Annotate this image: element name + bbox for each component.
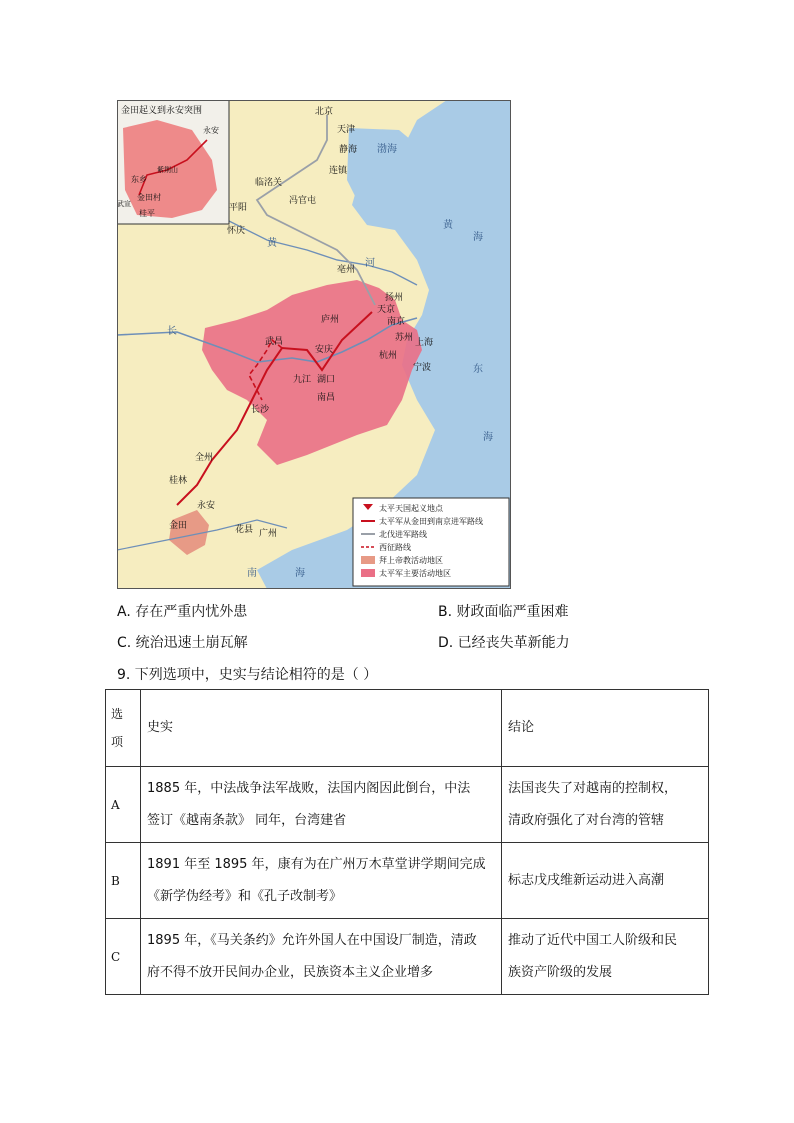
label-linqing: 临洺关: [255, 178, 283, 188]
label-yangzhou: 扬州: [385, 293, 404, 303]
header-conclusion: 结论: [502, 690, 709, 767]
label-yellow-sea-2: 海: [473, 232, 483, 243]
label-nanchang: 南昌: [317, 393, 336, 403]
label-changsha: 长沙: [251, 405, 270, 415]
label-south-sea-1: 南: [247, 568, 257, 579]
legend-west: 西征路线: [379, 543, 411, 552]
label-yellow-river-2: 河: [365, 258, 375, 269]
inset-label-zijing: 紫荆山: [157, 166, 178, 174]
table-header-row: [106, 690, 709, 767]
label-nanjing: 南京: [387, 317, 406, 327]
inset-label-wuxuan: 武宣: [117, 200, 131, 208]
label-huaiqing: 怀庆: [227, 226, 246, 236]
row-fact-line1: 1891 年至 1895 年，康有为在广州万木草堂讲学期间完成: [147, 856, 486, 872]
table-row: [106, 919, 709, 995]
header-fact: 史实: [141, 690, 502, 767]
label-luzhou: 庐州: [321, 315, 340, 325]
option-b[interactable]: B. 财政面临严重困难: [438, 604, 569, 620]
label-shanghai: 上海: [415, 338, 434, 348]
legend-marker-bai: [361, 556, 375, 564]
label-anqing: 安庆: [315, 345, 334, 355]
label-east-sea-1: 东: [473, 364, 483, 375]
row-fact: [141, 767, 502, 843]
label-quanzhou: 全州: [195, 453, 214, 463]
label-hukou: 湖口: [317, 375, 336, 385]
row-conclusion-line1: 标志戊戌维新运动进入高潮: [508, 872, 665, 888]
label-huaxian: 花县: [235, 525, 254, 535]
label-tianjin: 天津: [337, 125, 356, 135]
row-fact: [141, 843, 502, 919]
label-fengguantun: 冯官屯: [289, 196, 317, 206]
legend-north: 北伐进军路线: [379, 530, 427, 539]
header-option: [106, 690, 141, 767]
label-guilin: 桂林: [169, 476, 188, 486]
row-conclusion-line2: 清政府强化了对台湾的管辖: [508, 812, 665, 828]
inset-label-jintian: 金田村: [137, 193, 161, 202]
label-east-sea-2: 海: [483, 432, 493, 443]
header-option-line2: 项: [111, 735, 124, 749]
option-d[interactable]: D. 已经丧失革新能力: [438, 635, 570, 651]
taiping-map: [117, 100, 511, 589]
label-pingyang: 平阳: [229, 203, 248, 213]
label-bohai: 渤海: [377, 144, 397, 155]
row-conclusion: [502, 919, 709, 995]
inset-label-dongxiang: 东乡: [131, 175, 147, 184]
label-guangzhou: 广州: [259, 529, 278, 539]
row-fact: [141, 919, 502, 995]
legend-origin: 太平天国起义地点: [379, 504, 443, 513]
row-option: C: [106, 919, 141, 995]
legend-bai: 拜上帝教活动地区: [379, 556, 443, 565]
label-wuchang: 武昌: [265, 337, 284, 347]
row-conclusion: [502, 843, 709, 919]
legend-marker-taiping: [361, 569, 375, 577]
inset-title: 金田起义到永安突围: [121, 106, 203, 116]
header-option-line1: 选: [111, 707, 124, 721]
label-yongan: 永安: [197, 501, 216, 511]
row-option: A: [106, 767, 141, 843]
label-suzhou: 苏州: [395, 333, 414, 343]
question-9: 9. 下列选项中，史实与结论相符的是（ ）: [117, 667, 378, 683]
label-jinghai: 静海: [339, 145, 358, 155]
label-jiujiang: 九江: [293, 375, 312, 385]
label-beijing: 北京: [315, 107, 334, 117]
label-yellow-sea-1: 黄: [443, 220, 453, 231]
table-row: [106, 843, 709, 919]
answer-table: [105, 689, 709, 995]
row-fact-line2: 《新学伪经考》和《孔子改制考》: [147, 888, 343, 904]
label-yangtze: 长: [167, 326, 177, 337]
row-conclusion-line1: 法国丧失了对越南的控制权，: [508, 780, 678, 796]
label-yellow-river-1: 黄: [267, 238, 277, 249]
label-jintian: 金田: [169, 521, 188, 531]
option-a[interactable]: A. 存在严重内忧外患: [117, 604, 248, 620]
legend-advance: 太平军从金田到南京进军路线: [379, 517, 483, 526]
label-ningbo: 宁波: [413, 363, 432, 373]
row-conclusion-line2: 族资产阶级的发展: [508, 964, 613, 980]
label-tianjing: 天京: [377, 305, 396, 315]
label-hangzhou: 杭州: [379, 351, 398, 361]
row-option: B: [106, 843, 141, 919]
label-south-sea-2: 海: [295, 568, 305, 579]
inset-label-yongan: 永安: [203, 126, 219, 135]
table-row: [106, 767, 709, 843]
row-fact-line1: 1885 年，中法战争法军战败，法国内阁因此倒台，中法: [147, 780, 471, 796]
legend-taiping: 太平军主要活动地区: [379, 569, 451, 578]
inset-label-guiping: 桂平: [139, 209, 155, 218]
option-c[interactable]: C. 统治迅速土崩瓦解: [117, 635, 248, 651]
row-conclusion-line1: 推动了近代中国工人阶级和民: [508, 932, 678, 948]
row-fact-line2: 府不得不放开民间办企业，民族资本主义企业增多: [147, 964, 434, 980]
row-fact-line1: 1895 年，《马关条约》允许外国人在中国设厂制造，清政: [147, 932, 477, 948]
label-bozhou: 亳州: [337, 265, 356, 275]
row-conclusion: [502, 767, 709, 843]
label-lianzhen: 连镇: [329, 166, 348, 176]
row-fact-line2: 签订《越南条款》 同年，台湾建省: [147, 812, 347, 828]
